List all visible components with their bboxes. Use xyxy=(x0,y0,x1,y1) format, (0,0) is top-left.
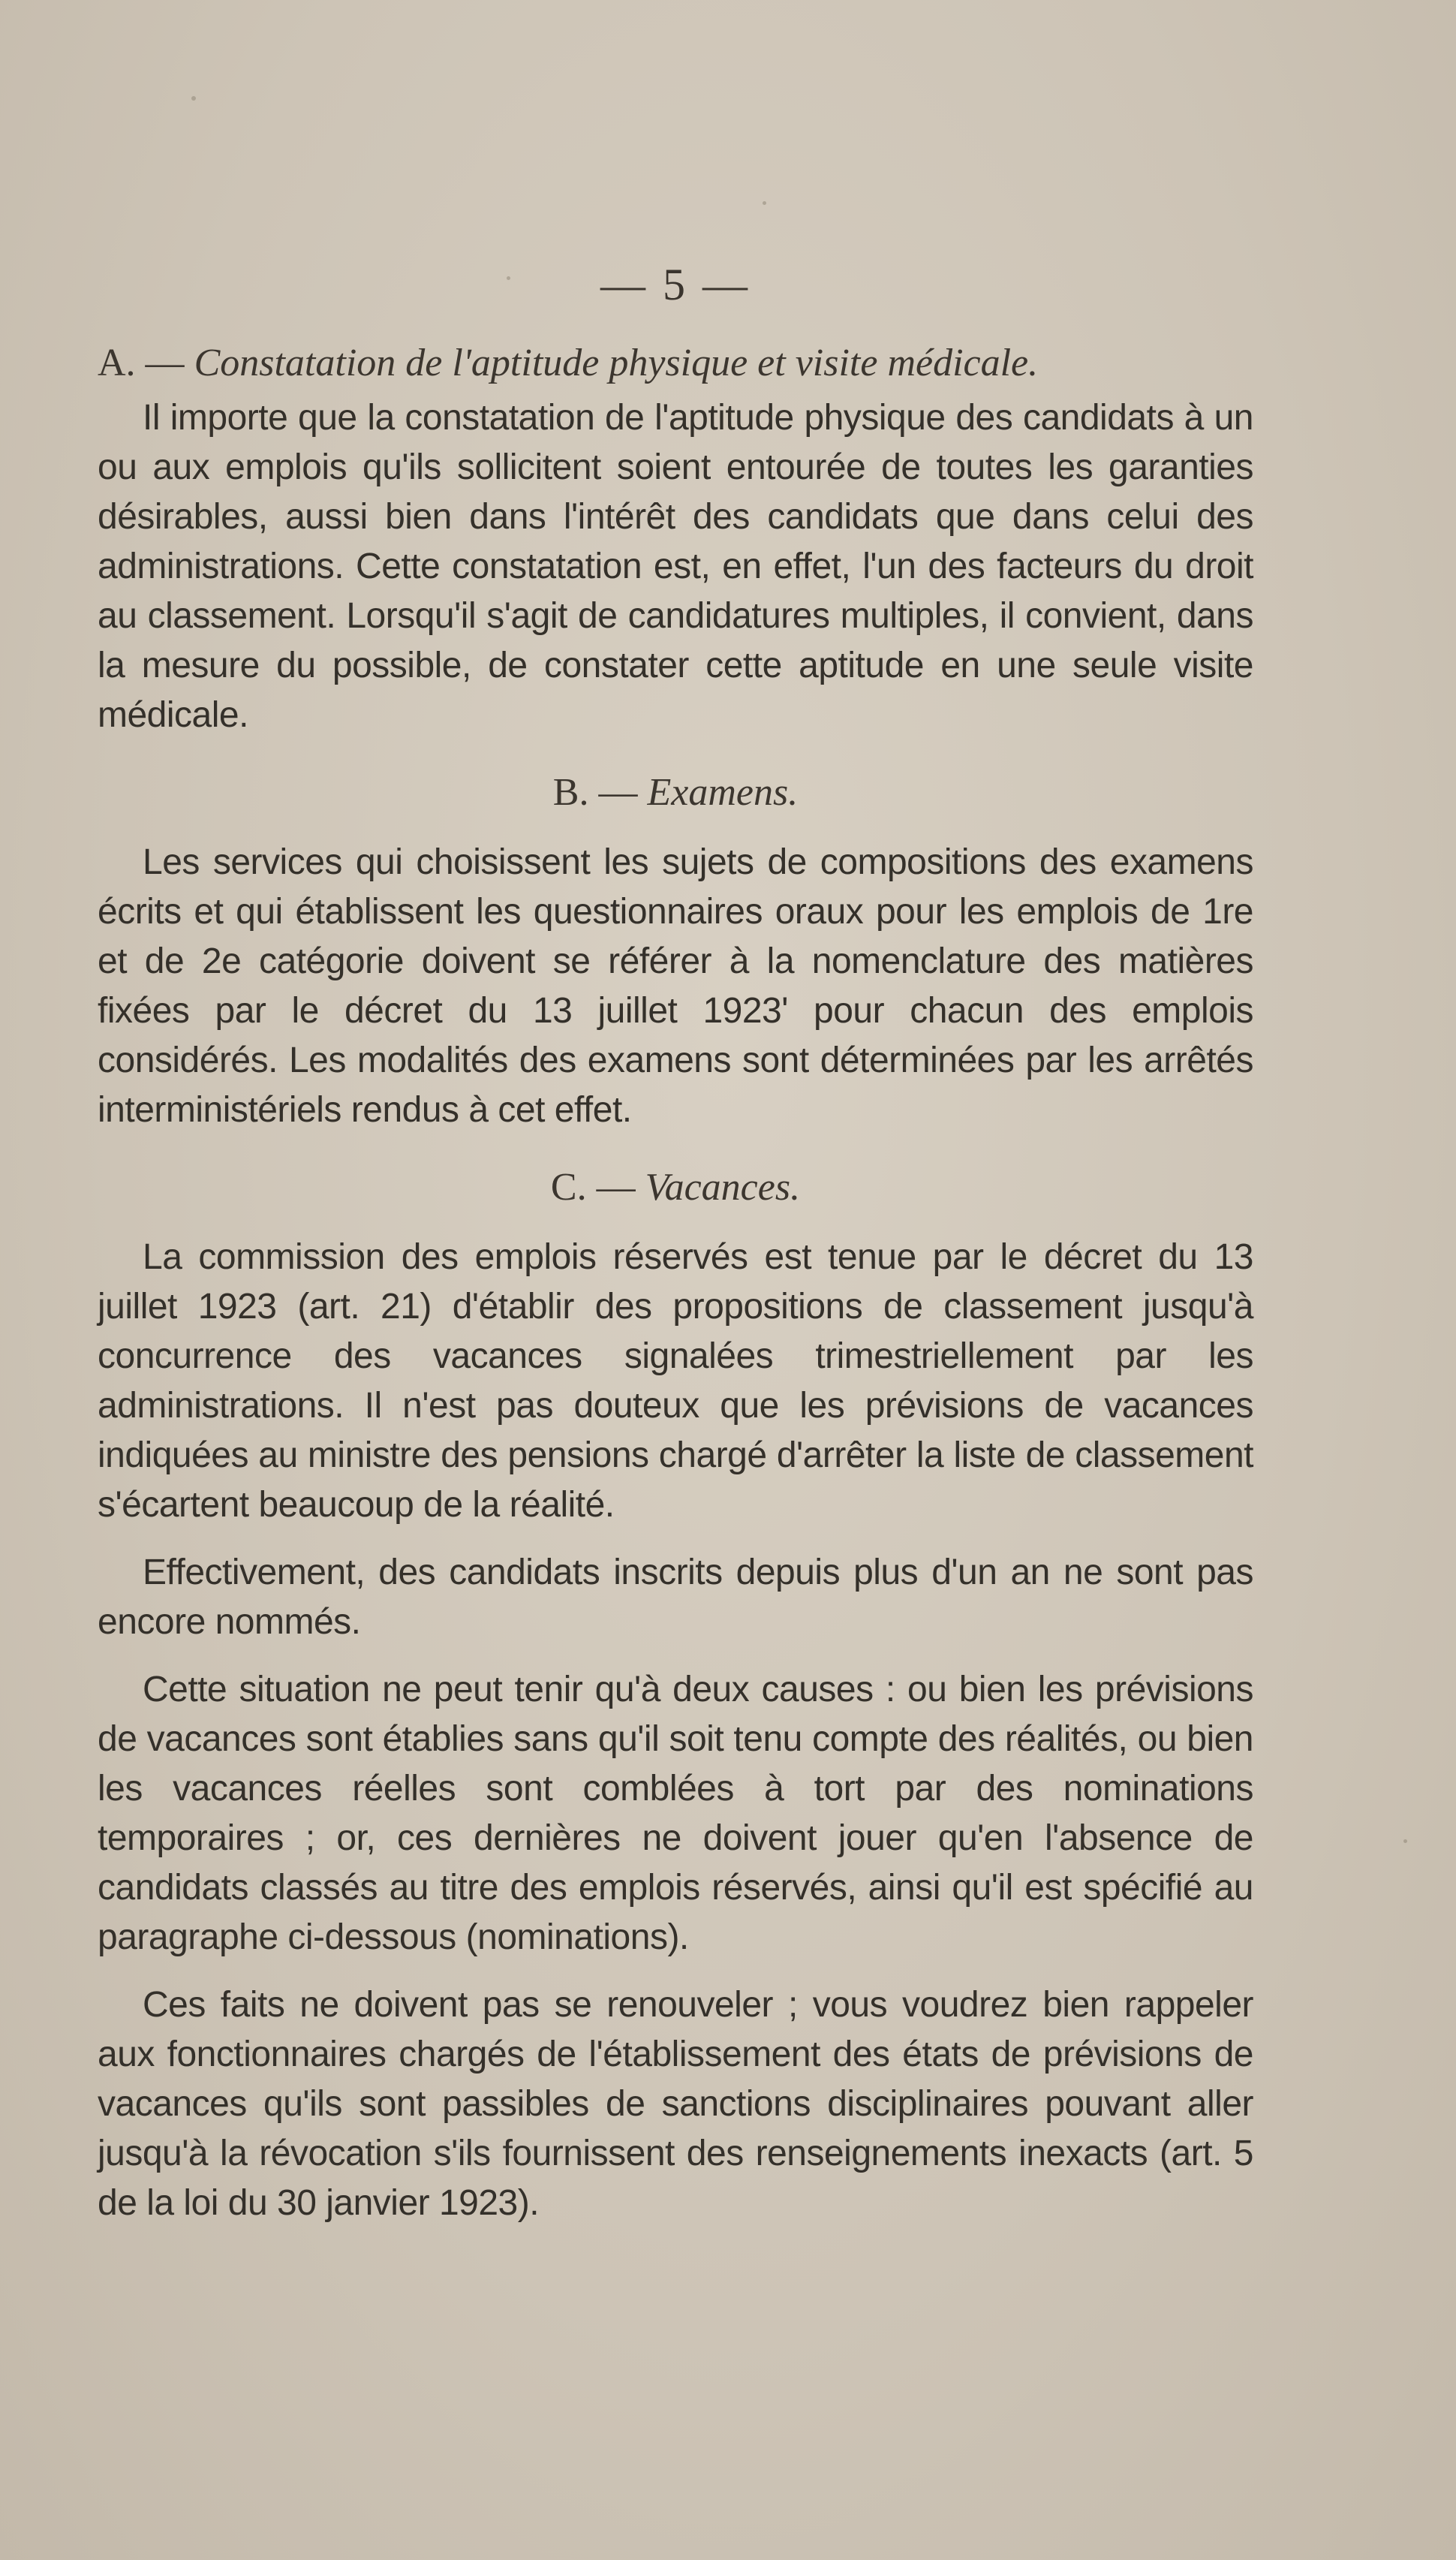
section-a-title: Constatation de l'aptitude physique et visite médicale. xyxy=(194,342,1039,384)
paper-speck xyxy=(763,201,766,205)
section-c-paragraph-4: Ces faits ne doivent pas se renouveler ; vous voudrez bien rappeler aux fonctionnaires chargés de l'établissement des états de prévisions de vacances qu'ils sont passibles de sanctions disciplinaires pouvant aller jusqu'à la révocation s'ils fournissent des renseignements inexacts (art. 5 de la loi du 30 janvier 1923). xyxy=(98,1985,1253,2223)
section-b-letter: B. — xyxy=(552,771,638,814)
section-b xyxy=(98,763,1253,1135)
section-c-heading xyxy=(98,1158,1253,1218)
section-a xyxy=(98,333,1253,740)
section-c-paragraph-1: La commission des emplois réservés est tenue par le décret du 13 juillet 1923 (art. 21) d'établir des propositions de classement jusqu'à concurrence des vacances signalées trimestriellement par les administrations. Il n'est pas douteux que les prévisions de vacances indiquées au ministre des pensions chargé d'arrêter la liste de classement s'écartent beaucoup de la réalité. xyxy=(98,1237,1253,1525)
section-a-letter: A. — xyxy=(98,342,185,384)
section-c-letter: C. — xyxy=(550,1166,636,1209)
page-number: — 5 — xyxy=(600,260,751,309)
section-b-paragraph: Les services qui choisissent les sujets de compositions des examens écrits et qui établissent les questionnaires oraux pour les emplois de 1re et de 2e catégorie doivent se référer à la nomenclature des matières fixées par le décret du 13 juillet 1923' pour chacun des emplois considérés. Les modalités des examens sont déterminées par les arrêtés interministériels rendus à cet effet. xyxy=(98,842,1253,1130)
document-body xyxy=(98,259,1253,2246)
section-c-paragraph-2: Effectivement, des candidats inscrits depuis plus d'un an ne sont pas encore nommés. xyxy=(98,1553,1253,1642)
section-b-title: Examens. xyxy=(647,771,799,814)
section-c xyxy=(98,1158,1253,2228)
section-a-paragraph: Il importe que la constatation de l'aptitude physique des candidats à un ou aux emplois qu'ils sollicitent soient entourée de toutes les garanties désirables, aussi bien dans l'intérêt des candidats que dans celui des administrations. Cette constatation est, en effet, l'un des facteurs du droit au classement. Lorsqu'il s'agit de candidatures multiples, il convient, dans la mesure du possible, de constater cette aptitude en une seule visite médicale. xyxy=(98,398,1253,735)
section-c-paragraph-3: Cette situation ne peut tenir qu'à deux causes : ou bien les prévisions de vacances sont établies sans qu'il soit tenu compte des réalités, ou bien les vacances réelles sont comblées à tort par des nominations temporaires ; or, ces dernières ne doivent jouer qu'en l'absence de candidats classés au titre des emplois réservés, ainsi qu'il est spécifié au paragraphe ci-dessous (nominations). xyxy=(98,1670,1253,1957)
section-a-heading xyxy=(98,333,1253,393)
paper-speck xyxy=(191,96,196,101)
paper-speck xyxy=(1403,1839,1407,1843)
section-c-title: Vacances. xyxy=(645,1166,801,1209)
section-b-heading xyxy=(98,763,1253,823)
